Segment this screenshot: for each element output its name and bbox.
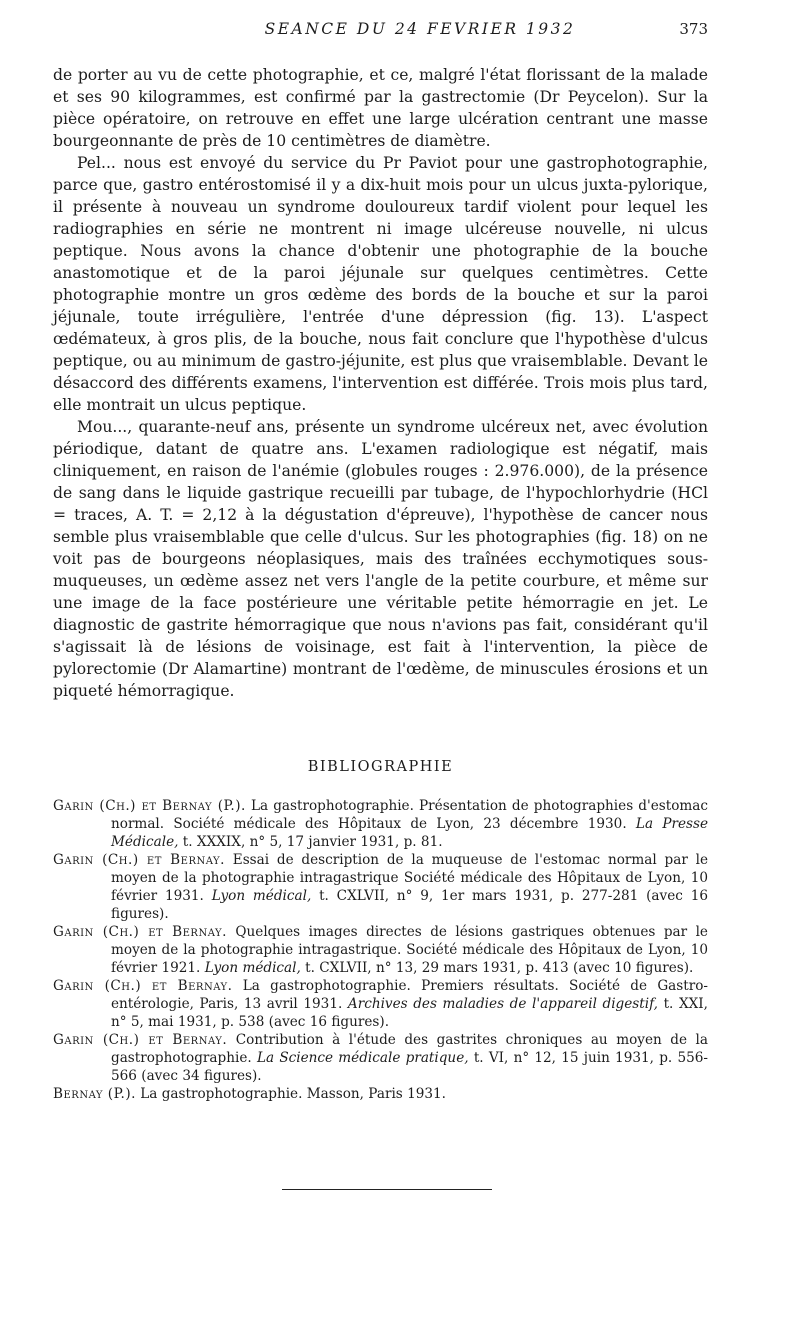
bib-authors: Garin (Ch.) et Bernay. [53,852,225,868]
page-header [0,20,800,44]
bib-details: t. XXXIX, n° 5, 17 janvier 1931, p. 81. [182,834,443,850]
bib-journal: Lyon médical, [211,888,312,904]
bib-authors: Garin (Ch.) et Bernay. [53,1032,228,1048]
bibliography-entry [53,923,708,977]
bib-details: t. VI, n° 12, 15 juin 1931, p. 556-566 (avec 34 figures). [111,1050,709,1084]
bibliography-list [53,797,708,1103]
bib-authors: Garin (Ch.) et Bernay (P.). [53,798,246,814]
bib-text: Contribution à l'étude des gastrites chroniques au moyen de la gastrophotographie. [111,1032,709,1066]
paragraph-case-mou: Mou..., quarante-neuf ans, présente un syndrome ulcéreux net, avec évolution périodique, datant de quatre ans. L'examen radiologique est négatif, mais cliniquement, en raison de l'anémie (globules rouges : 2.976.000), de la présence de sang dans le liquide gastrique recueilli par tubage, de l'hypochlorhydrie (HCl = traces, A. T. = 2,12 à la dégustation d'épreuve), l'hypothèse de cancer nous semble plus vraisemblable que celle d'ulcus. Sur les photographies (fig. 18) on ne voit pas de bourgeons néoplasiques, mais des traînées ecchymotiques sous-muqueuses, un œdème assez net vers l'angle de la petite courbure, et même sur une image de la face postérieure une véritable petite hémorragie en jet. Le diagnostic de gastrite hémorragique que nous n'avions pas fait, considérant qu'il s'agissait là de lésions de voisinage, est fait à l'intervention, la pièce de pylorectomie (Dr Alamartine) montrant de l'œdème, de minuscules érosions et un piqueté hémorragique. [53,418,708,700]
bibliography-entry [53,851,708,923]
bibliography-entry [53,977,708,1031]
paragraph-continued: de porter au vu de cette photographie, et ce, malgré l'état florissant de la malade et ses 90 kilogrammes, est confirmé par la gastrectomie (Dr Peycelon). Sur la pièce opératoire, on retrouve en effet une large ulcération centrant une masse bourgeonnante de près de 10 centimètres de diamètre. [53,66,708,150]
bibliography-entry [53,797,708,851]
bib-journal: La Science médicale pratique, [256,1050,469,1066]
bib-authors: Garin (Ch.) et Bernay. [53,924,227,940]
bib-authors: Bernay (P.). [53,1086,136,1102]
bibliography-entry [53,1031,708,1085]
bib-text: Quelques images directes de lésions gastriques obtenues par le moyen de la photographie intragastrique. Société médicale des Hôpitaux de Lyon, 10 février 1921. [111,924,708,976]
bibliography-title: BIBLIOGRAPHIE [307,759,454,775]
bib-text: Essai de description de la muqueuse de l'estomac normal par le moyen de la photographie intragastrique Société médicale des Hôpitaux de Lyon, 10 février 1931. [111,852,708,904]
bib-details: t. CXLVII, n° 13, 29 mars 1931, p. 413 (avec 10 figures). [305,960,694,976]
bib-text: La gastrophotographie. Présentation de photographies d'estomac normal. Société médicale des Hôpitaux de Lyon, 23 décembre 1930. [111,798,708,832]
bib-details: t. CXLVII, n° 9, 1er mars 1931, p. 277-281 (avec 16 figures). [111,888,708,922]
bib-journal: Archives des maladies de l'appareil digestif, [347,996,658,1012]
bib-journal: Lyon médical, [204,960,301,976]
running-title: SEANCE DU 24 FEVRIER 1932 [264,20,576,38]
bib-text: La gastrophotographie. Masson, Paris 1931. [140,1086,447,1102]
bib-details: t. XXI, n° 5, mai 1931, p. 538 (avec 16 figures). [111,996,708,1030]
main-text [53,64,708,702]
paragraph-case-pel: Pel... nous est envoyé du service du Pr Paviot pour une gastrophotographie, parce que, gastro entérostomisé il y a dix-huit mois pour un ulcus juxta-pylorique, il présente à nouveau un syndrome douloureux tardif violent pour lequel les radiographies en série ne montrent ni image ulcéreuse nouvelle, ni ulcus peptique. Nous avons la chance d'obtenir une photographie de la bouche anastomotique et de la paroi jéjunale sur quelques centimètres. Cette photographie montre un gros œdème des bords de la bouche et sur la paroi jéjunale, toute irrégulière, l'entrée d'une dépression (fig. 13). L'aspect œdémateux, à gros plis, de la bouche, nous fait conclure que l'hypothèse d'ulcus peptique, ou au minimum de gastro-jéjunite, est plus que vraisemblable. Devant le désaccord des différents examens, l'intervention est différée. Trois mois plus tard, elle montrait un ulcus peptique. [53,154,708,414]
bib-journal: La Presse Médicale, [111,816,709,850]
closing-rule [282,1189,492,1190]
bib-text: La gastrophotographie. Premiers résultats. Société de Gastro-entérologie, Paris, 13 avril 1931. [111,978,709,1012]
bibliography-entry [53,1085,708,1103]
page-number: 373 [679,20,708,38]
bib-authors: Garin (Ch.) et Bernay. [53,978,233,994]
